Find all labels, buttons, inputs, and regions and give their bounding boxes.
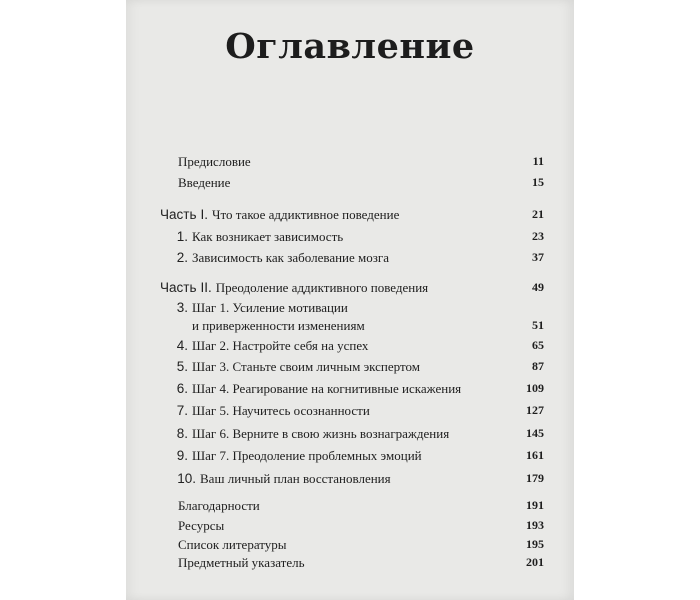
toc-entry-page: 37 bbox=[532, 250, 544, 264]
toc-entry-label: Предисловие bbox=[178, 154, 251, 169]
toc-entry-index bbox=[178, 555, 544, 571]
toc-chapter-2 bbox=[160, 250, 544, 266]
toc-chapter-3-line2 bbox=[192, 318, 544, 334]
toc-entry-page: 11 bbox=[532, 154, 544, 168]
toc-entry-label: Шаг 7. Преодоление проблемных эмоций bbox=[192, 448, 422, 463]
toc-entry-label: Введение bbox=[178, 175, 231, 190]
toc-entry-page: 49 bbox=[532, 280, 544, 294]
toc-entry-resources bbox=[178, 518, 544, 534]
toc-entry-page: 15 bbox=[532, 175, 544, 189]
toc-entry-label: Шаг 1. Усиление мотивации bbox=[192, 300, 348, 315]
toc-entry-label: Шаг 3. Станьте своим личным экспертом bbox=[192, 359, 420, 374]
toc-entry-page: 127 bbox=[526, 403, 544, 417]
toc-chapter-1 bbox=[160, 229, 544, 245]
toc-entry-page: 51 bbox=[532, 318, 544, 332]
chapter-number: 5. bbox=[176, 359, 188, 374]
toc-entry-label: Благодарности bbox=[178, 498, 260, 513]
toc-chapter-4 bbox=[160, 338, 544, 354]
toc-entry-page: 201 bbox=[526, 555, 544, 569]
book-page bbox=[126, 0, 574, 600]
toc-entry-label-continued: и приверженности изменениям bbox=[192, 318, 365, 333]
chapter-number: 4. bbox=[176, 338, 188, 353]
toc-chapter-7 bbox=[160, 403, 544, 419]
toc-entry-preface bbox=[178, 154, 544, 170]
chapter-number: 1. bbox=[176, 229, 188, 244]
toc-entry-bibliography bbox=[178, 537, 544, 553]
toc-entry-page: 87 bbox=[532, 359, 544, 373]
part-word: Часть bbox=[160, 280, 197, 295]
toc-entry-label: Ресурсы bbox=[178, 518, 225, 533]
part-word: Часть bbox=[160, 207, 197, 222]
toc-entry-page: 191 bbox=[526, 498, 544, 512]
part-numeral: II. bbox=[200, 280, 212, 295]
toc-chapter-6 bbox=[160, 381, 544, 397]
toc-entry-label: Что такое аддиктивное поведение bbox=[212, 207, 400, 222]
toc-entry-page: 179 bbox=[526, 471, 544, 485]
toc-entry-page: 21 bbox=[532, 207, 544, 221]
toc-chapter-5 bbox=[160, 359, 544, 375]
toc-entry-introduction bbox=[178, 175, 544, 191]
toc-entry-label: Ваш личный план восстановления bbox=[200, 471, 391, 486]
toc-entry-page: 145 bbox=[526, 426, 544, 440]
toc-entry-label: Шаг 5. Научитесь осознанности bbox=[192, 403, 370, 418]
toc-entry-page: 193 bbox=[526, 518, 544, 532]
toc-entry-page: 23 bbox=[532, 229, 544, 243]
toc-entry-page: 195 bbox=[526, 537, 544, 551]
toc-entry-label: Зависимость как заболевание мозга bbox=[192, 250, 389, 265]
toc-entry-label: Шаг 6. Верните в свою жизнь вознаграждения bbox=[192, 426, 450, 441]
toc-entry-acknowledgements bbox=[178, 498, 544, 514]
toc-entry-page: 161 bbox=[526, 448, 544, 462]
toc-entry-label: Преодоление аддиктивного поведения bbox=[215, 280, 429, 295]
toc-entry-label: Как возникает зависимость bbox=[192, 229, 344, 244]
chapter-number: 3. bbox=[176, 300, 188, 315]
chapter-number: 6. bbox=[176, 381, 188, 396]
page-title: Оглавление bbox=[225, 26, 475, 67]
toc-entry-label: Предметный указатель bbox=[178, 555, 305, 570]
toc-chapter-8 bbox=[160, 426, 544, 442]
toc-entry-page: 109 bbox=[526, 381, 544, 395]
part-numeral: I. bbox=[200, 207, 208, 222]
chapter-number: 7. bbox=[176, 403, 188, 418]
chapter-number: 10. bbox=[177, 471, 196, 486]
toc-chapter-10 bbox=[160, 471, 544, 487]
toc-entry-page: 65 bbox=[532, 338, 544, 352]
toc-part-1 bbox=[160, 207, 544, 223]
chapter-number: 2. bbox=[176, 250, 188, 265]
chapter-number: 8. bbox=[176, 426, 188, 441]
toc-part-2 bbox=[160, 280, 544, 296]
toc-entry-label: Шаг 4. Реагирование на когнитивные искажения bbox=[192, 381, 462, 396]
chapter-number: 9. bbox=[176, 448, 188, 463]
toc-chapter-3 bbox=[160, 300, 544, 316]
toc-entry-label: Список литературы bbox=[178, 537, 287, 552]
toc-chapter-9 bbox=[160, 448, 544, 464]
toc-entry-label: Шаг 2. Настройте себя на успех bbox=[192, 338, 369, 353]
